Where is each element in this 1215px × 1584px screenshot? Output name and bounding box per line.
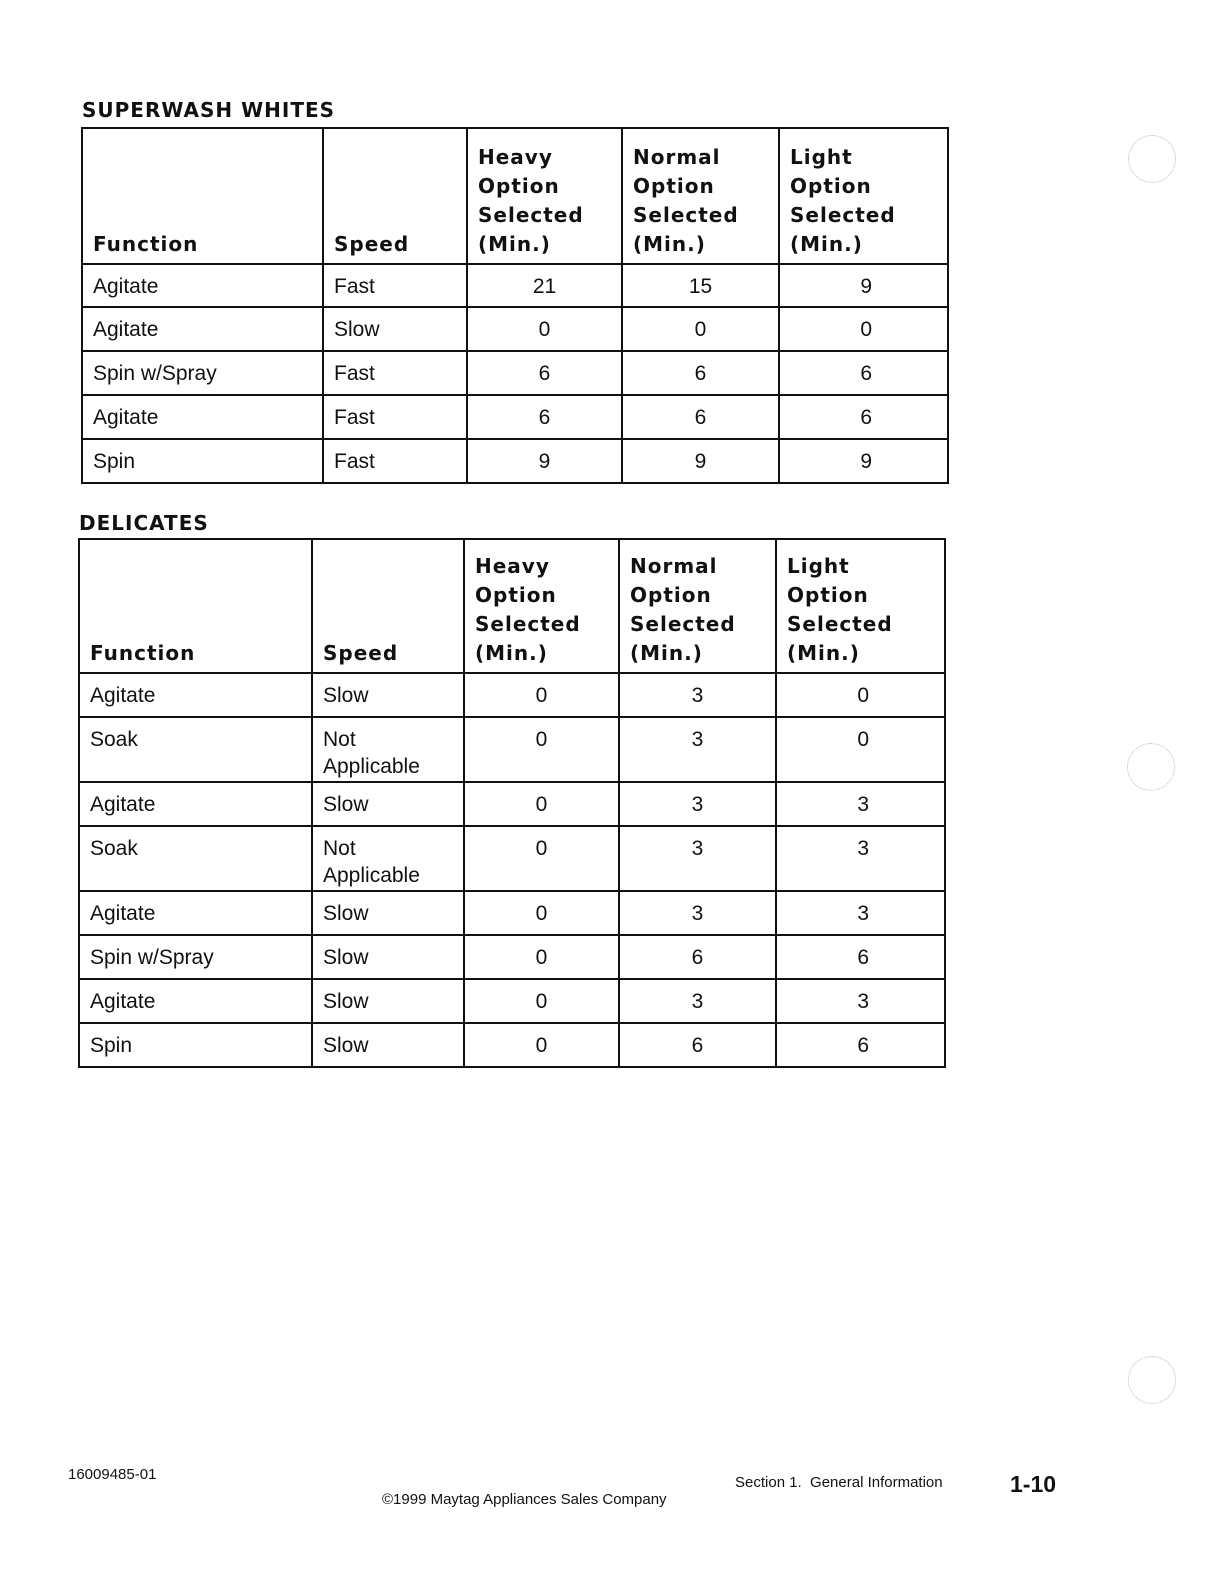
table-row — [82, 351, 948, 395]
cell-speed: Fast — [323, 351, 467, 395]
table-row — [79, 782, 945, 826]
cell-heavy-option: 21 — [467, 264, 622, 307]
cell-speed: Fast — [323, 395, 467, 439]
column-header-heavy-option: Heavy Option Selected (Min.) — [464, 539, 619, 673]
cell-normal-option: 9 — [622, 439, 779, 483]
cell-normal-option: 3 — [619, 717, 776, 782]
cell-function: Agitate — [79, 673, 312, 717]
column-header-heavy-option: Heavy Option Selected (Min.) — [467, 128, 622, 264]
table-row — [82, 439, 948, 483]
cell-normal-option: 6 — [622, 395, 779, 439]
cell-speed: Fast — [323, 264, 467, 307]
cell-normal-option: 6 — [619, 1023, 776, 1067]
cell-heavy-option: 6 — [467, 395, 622, 439]
cell-normal-option: 6 — [619, 935, 776, 979]
delicates-table — [78, 538, 946, 1068]
cell-function: Spin — [82, 439, 323, 483]
column-header-light-option: Light Option Selected (Min.) — [779, 128, 948, 264]
cell-speed: Slow — [312, 979, 464, 1023]
part-number: 16009485-01 — [68, 1466, 157, 1483]
column-header-function: Function — [79, 539, 312, 673]
cell-heavy-option: 9 — [467, 439, 622, 483]
cell-function: Agitate — [79, 891, 312, 935]
cell-normal-option: 3 — [619, 891, 776, 935]
delicates-title: DELICATES — [79, 511, 209, 535]
superwash-whites-title: SUPERWASH WHITES — [82, 98, 336, 122]
cell-heavy-option: 0 — [464, 891, 619, 935]
column-header-normal-option: Normal Option Selected (Min.) — [622, 128, 779, 264]
cell-light-option: 3 — [776, 979, 945, 1023]
cell-function: Spin w/Spray — [79, 935, 312, 979]
cell-speed: Not Applicable — [312, 717, 464, 782]
binder-hole-mark — [1127, 743, 1175, 791]
copyright: ©1999 Maytag Appliances Sales Company — [382, 1491, 667, 1508]
cell-speed: Slow — [312, 1023, 464, 1067]
column-header-function: Function — [82, 128, 323, 264]
cell-speed: Slow — [312, 935, 464, 979]
cell-normal-option: 3 — [619, 673, 776, 717]
cell-function: Agitate — [82, 395, 323, 439]
cell-heavy-option: 0 — [464, 826, 619, 891]
cell-normal-option: 3 — [619, 826, 776, 891]
column-header-light-option: Light Option Selected (Min.) — [776, 539, 945, 673]
table-header-row — [82, 128, 948, 264]
cell-heavy-option: 0 — [464, 782, 619, 826]
cell-speed: Slow — [323, 307, 467, 351]
cell-heavy-option: 0 — [464, 979, 619, 1023]
table-row — [79, 826, 945, 891]
cell-heavy-option: 0 — [464, 673, 619, 717]
cell-light-option: 6 — [776, 935, 945, 979]
cell-speed: Not Applicable — [312, 826, 464, 891]
cell-function: Soak — [79, 717, 312, 782]
cell-normal-option: 15 — [622, 264, 779, 307]
cell-normal-option: 0 — [622, 307, 779, 351]
table-row — [82, 264, 948, 307]
table-row — [79, 717, 945, 782]
table-header-row — [79, 539, 945, 673]
cell-function: Agitate — [82, 307, 323, 351]
cell-light-option: 9 — [779, 439, 948, 483]
superwash-whites-table — [81, 127, 949, 484]
column-header-speed: Speed — [312, 539, 464, 673]
cell-function: Agitate — [82, 264, 323, 307]
cell-light-option: 6 — [779, 351, 948, 395]
cell-function: Spin w/Spray — [82, 351, 323, 395]
cell-light-option: 0 — [776, 717, 945, 782]
table-row — [82, 307, 948, 351]
cell-function: Soak — [79, 826, 312, 891]
table-row — [79, 979, 945, 1023]
cell-speed: Slow — [312, 782, 464, 826]
cell-normal-option: 3 — [619, 979, 776, 1023]
table-row — [79, 1023, 945, 1067]
cell-function: Agitate — [79, 782, 312, 826]
cell-heavy-option: 0 — [464, 1023, 619, 1067]
table-row — [82, 395, 948, 439]
table-row — [79, 935, 945, 979]
cell-light-option: 3 — [776, 891, 945, 935]
cell-light-option: 0 — [776, 673, 945, 717]
binder-hole-mark — [1128, 135, 1176, 183]
cell-heavy-option: 0 — [464, 935, 619, 979]
page-number: 1-10 — [1010, 1471, 1057, 1497]
cell-normal-option: 3 — [619, 782, 776, 826]
cell-speed: Slow — [312, 673, 464, 717]
cell-light-option: 9 — [779, 264, 948, 307]
cell-light-option: 3 — [776, 782, 945, 826]
cell-light-option: 3 — [776, 826, 945, 891]
cell-heavy-option: 6 — [467, 351, 622, 395]
section-label: Section 1. General Information — [735, 1474, 943, 1491]
cell-function: Spin — [79, 1023, 312, 1067]
table-row — [79, 891, 945, 935]
cell-heavy-option: 0 — [464, 717, 619, 782]
column-header-speed: Speed — [323, 128, 467, 264]
cell-light-option: 0 — [779, 307, 948, 351]
cell-light-option: 6 — [776, 1023, 945, 1067]
column-header-normal-option: Normal Option Selected (Min.) — [619, 539, 776, 673]
cell-light-option: 6 — [779, 395, 948, 439]
cell-heavy-option: 0 — [467, 307, 622, 351]
cell-function: Agitate — [79, 979, 312, 1023]
table-row — [79, 673, 945, 717]
binder-hole-mark — [1128, 1356, 1176, 1404]
cell-speed: Fast — [323, 439, 467, 483]
cell-normal-option: 6 — [622, 351, 779, 395]
cell-speed: Slow — [312, 891, 464, 935]
